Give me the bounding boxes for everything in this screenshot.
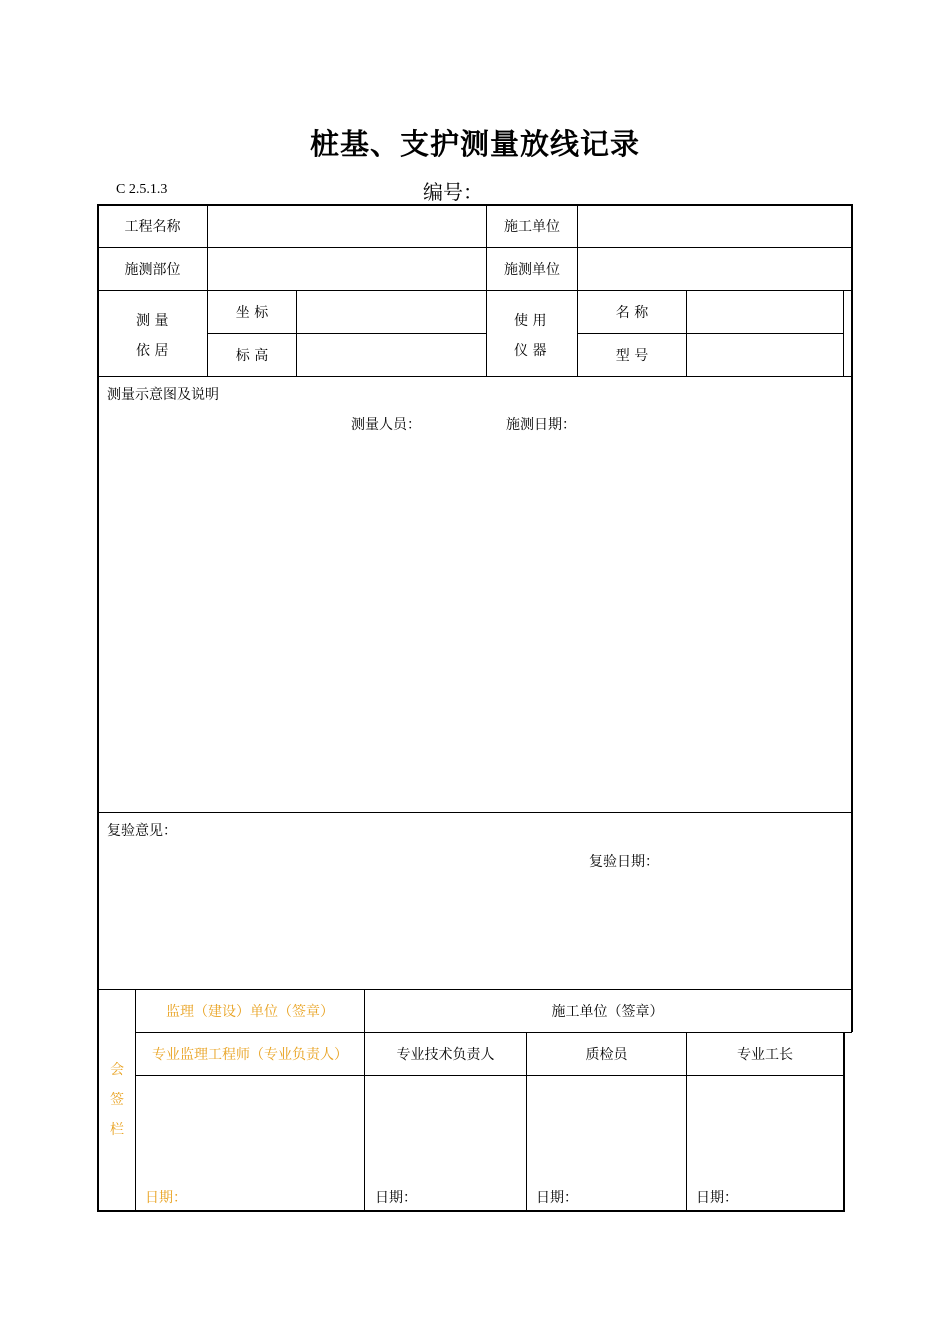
elevation-field[interactable] xyxy=(297,334,486,376)
survey-unit-label: 施测单位 xyxy=(504,262,560,278)
review-date-label: 复验日期： xyxy=(589,854,659,870)
inspector-signature-box[interactable] xyxy=(527,1076,686,1176)
review-label: 复验意见： xyxy=(107,823,177,839)
survey-part-label: 施测部位 xyxy=(124,262,181,278)
foreman-header: 专业工长 xyxy=(737,1047,793,1063)
form-code: C 2.5.1.3 xyxy=(116,182,168,197)
instrument-label-line2: 仪 器 xyxy=(514,343,547,359)
project-name-label: 工程名称 xyxy=(124,219,181,235)
signoff-char-1: 会 xyxy=(110,1062,124,1078)
instrument-name-field[interactable] xyxy=(687,291,843,333)
coordinate-label: 坐 标 xyxy=(235,305,269,321)
signoff-section-label xyxy=(99,1055,135,1145)
page-title: 桩基、支护测量放线记录 xyxy=(309,127,640,161)
instrument-label-line1: 使 用 xyxy=(514,313,547,329)
basis-label-line1: 测 量 xyxy=(136,313,169,329)
elevation-label: 标 高 xyxy=(235,348,269,364)
construction-unit-header: 施工单位（签章） xyxy=(551,1004,664,1020)
tech-lead-signature-box[interactable] xyxy=(365,1076,526,1176)
surveyor-label: 测量人员： xyxy=(351,417,421,433)
inspector-date-label: 日期： xyxy=(536,1190,578,1206)
survey-unit-field[interactable] xyxy=(578,248,850,290)
construction-unit-field[interactable] xyxy=(578,205,850,247)
diagram-label: 测量示意图及说明 xyxy=(107,387,219,403)
review-area[interactable] xyxy=(99,872,849,987)
basis-label-line2: 依 居 xyxy=(136,343,169,359)
serial-number-label: 编号： xyxy=(423,180,483,204)
instrument-model-field[interactable] xyxy=(687,334,843,376)
tech-lead-date-label: 日期： xyxy=(375,1190,417,1206)
signoff-char-2: 签 xyxy=(110,1092,124,1108)
instrument-name-label: 名 称 xyxy=(615,305,649,321)
supervision-unit-header: 监理（建设）单位（签章） xyxy=(166,1004,334,1020)
supervisor-engineer-header: 专业监理工程师（专业负责人） xyxy=(152,1047,348,1063)
instrument-model-label: 型 号 xyxy=(615,348,649,364)
diagram-area[interactable] xyxy=(99,435,849,810)
supervisor-date-label: 日期： xyxy=(145,1190,187,1206)
foreman-date-label: 日期： xyxy=(696,1190,738,1206)
tech-lead-header: 专业技术负责人 xyxy=(396,1047,495,1063)
survey-part-field[interactable] xyxy=(208,248,486,290)
foreman-signature-box[interactable] xyxy=(687,1076,843,1176)
signoff-char-3: 栏 xyxy=(110,1122,124,1138)
supervisor-signature-box[interactable] xyxy=(136,1076,364,1176)
survey-date-label: 施测日期： xyxy=(506,417,576,433)
construction-unit-label: 施工单位 xyxy=(504,219,560,235)
inspector-header: 质检员 xyxy=(585,1047,628,1063)
project-name-field[interactable] xyxy=(208,205,486,247)
coordinate-field[interactable] xyxy=(297,291,486,333)
